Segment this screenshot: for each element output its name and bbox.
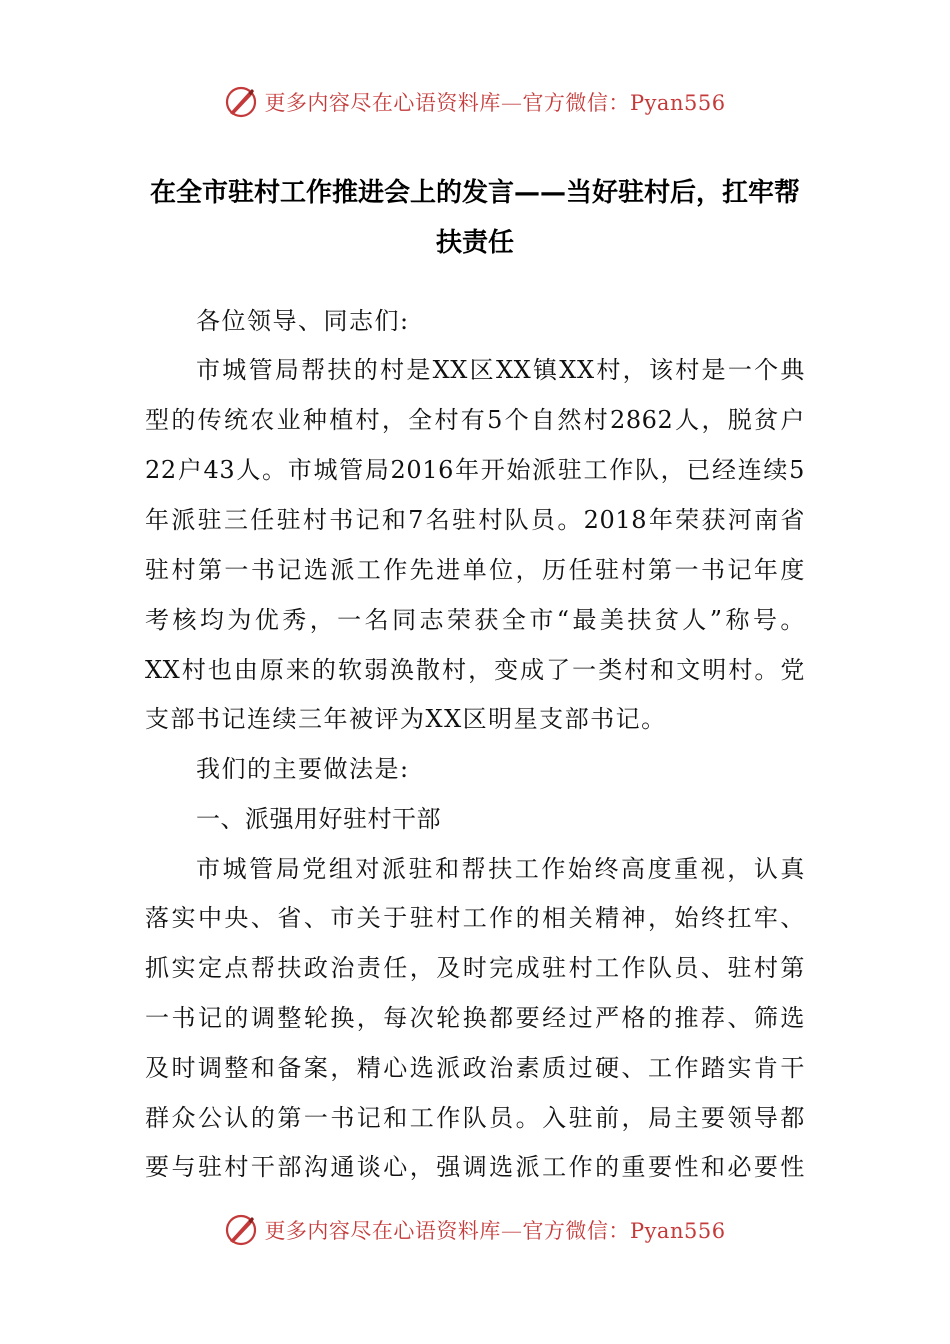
paragraph-line: 一书记的调整轮换，每次轮换都要经过严格的推荐、筛选 — [145, 1004, 805, 1032]
paragraph-line: XX村也由原来的软弱涣散村，变成了一类村和文明村。党 — [145, 656, 805, 684]
header-banner — [0, 80, 950, 124]
salutation: 各位领导、同志们: — [196, 307, 410, 335]
paragraph-line: 市城管局帮扶的村是XX区XX镇XX村，该村是一个典 — [196, 356, 805, 384]
document-title-line-1: 在全市驻村工作推进会上的发言——当好驻村后，扛牢帮 — [149, 178, 800, 208]
paragraph-line: 22户43人。市城管局2016年开始派驻工作队，已经连续5 — [145, 456, 805, 484]
pen-logo-icon — [224, 1213, 258, 1247]
paragraph-line: 驻村第一书记选派工作先进单位，历任驻村第一书记年度 — [145, 556, 805, 584]
paragraph-line: 支部书记连续三年被评为XX区明星支部书记。 — [145, 705, 667, 733]
document-title-line-2: 扶责任 — [435, 228, 514, 258]
paragraph-line: 及时调整和备案，精心选派政治素质过硬、工作踏实肯干 — [145, 1054, 805, 1082]
paragraph-line: 年派驻三任驻村书记和7名驻村队员。2018年荣获河南省 — [145, 506, 805, 534]
paragraph-line: 落实中央、省、市关于驻村工作的相关精神，始终扛牢、 — [145, 904, 805, 932]
paragraph-intro: 我们的主要做法是: — [196, 755, 410, 783]
banner-text: 更多内容尽在心语资料库—官方微信：Pyan556 — [264, 91, 726, 115]
paragraph-line: 市城管局党组对派驻和帮扶工作始终高度重视，认真 — [196, 855, 805, 883]
banner-text: 更多内容尽在心语资料库—官方微信：Pyan556 — [264, 1219, 726, 1243]
paragraph-line: 型的传统农业种植村，全村有5个自然村2862人，脱贫户 — [145, 406, 805, 434]
section-heading: 一、派强用好驻村干部 — [196, 805, 441, 833]
paragraph-line: 群众公认的第一书记和工作队员。入驻前，局主要领导都 — [145, 1104, 805, 1132]
paragraph-line: 要与驻村干部沟通谈心，强调选派工作的重要性和必要性 — [145, 1153, 805, 1181]
paragraph-line: 考核均为优秀，一名同志荣获全市“最美扶贫人”称号。 — [145, 606, 805, 634]
paragraph-line: 抓实定点帮扶政治责任，及时完成驻村工作队员、驻村第 — [145, 954, 805, 982]
footer-banner — [0, 1208, 950, 1252]
pen-logo-icon — [224, 85, 258, 119]
